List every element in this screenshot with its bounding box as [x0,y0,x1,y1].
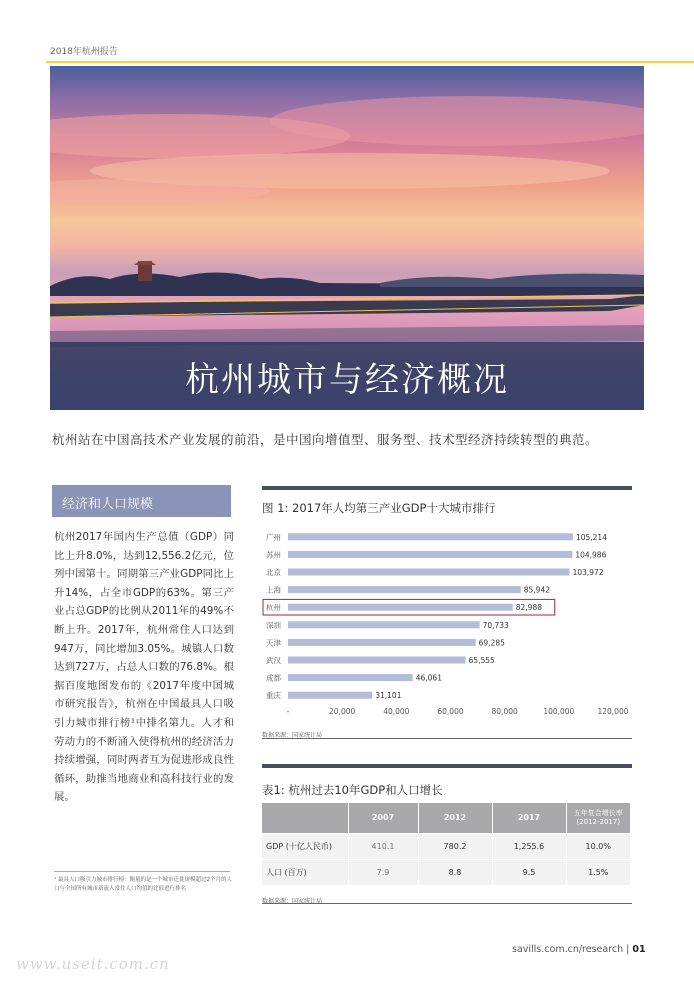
bar-chart [262,522,632,722]
watermark: www.useit.com.cn [16,955,170,973]
table-header-cell: 五年复合增长率 (2012-2017) [566,803,631,833]
footnote-rule [54,871,230,872]
category-label: 重庆 [266,691,281,701]
gdp-table [262,803,631,885]
data-label: 85,942 [523,585,551,595]
table-cell: 10.0% [566,833,631,859]
table-cell: 410.1 [348,833,418,859]
category-label: 天津 [266,638,281,648]
figure-source: 数据来源：国家统计局 [262,732,323,739]
bar [288,621,480,628]
category-label: 杭州 [266,603,281,613]
footer-url: savills.com.cn/research [512,944,624,955]
table-cell: 1,255.6 [492,833,566,859]
table-header-cell: 2017 [492,803,566,833]
table-cell: 9.5 [492,859,566,885]
category-label: 深圳 [266,620,281,630]
table-cell: 1.5% [566,859,631,885]
page-number: 01 [632,944,646,955]
table-cell: 7.9 [348,859,418,885]
table-header-row [262,803,631,833]
category-label: 武汉 [266,656,281,665]
x-tick-label: - [286,707,290,716]
category-label: 苏州 [266,550,281,560]
table-top-rule [262,764,632,768]
data-label: 103,972 [572,568,604,577]
data-label: 46,061 [415,673,442,683]
x-tick-label: 20,000 [329,707,356,716]
table-cell: 780.2 [418,833,492,859]
bar [288,639,476,646]
data-label: 82,988 [515,603,543,613]
page-title: 杭州城市与经济概况 [185,360,509,400]
figure-title: 图 1: 2017年人均第三产业GDP十大城市排行 [262,501,496,515]
category-label: 上海 [266,585,281,595]
bar [288,692,372,699]
data-label: 104,986 [575,550,607,560]
data-label: 105,214 [575,532,607,542]
category-label: 广州 [266,532,281,542]
data-label: 69,285 [478,638,505,648]
header-label: 2018年杭州报告 [50,47,118,57]
data-label: 65,555 [468,656,495,665]
hero-image [50,66,644,410]
bar [288,533,573,540]
section-body: 杭州2017年国内生产总值（GDP）同比上升8.0%，达到12,556.2亿元，位列中国第十。同期第三产业GDP同比上升14%，占全市GDP的63%。第三产业占总GDP的比例从2011年的49%不断上升。2017年，杭州常住人口达到947万，同比增加3.05%。城镇人口数达到727万，占总人口数的76.8%。根据百度地图发布的《2017年度中国城市研究报告》，杭州在中国最具人口吸引力城市排行榜¹中排名第九。人才和劳动力的不断涌入使得杭州的经济活力持续增强，同时两者互为促进形成良性循环，助推当地商业和高科技行业的发展。 [54,531,234,804]
category-label: 成都 [266,673,281,683]
x-tick-label: 100,000 [543,707,575,716]
bar [288,569,570,576]
table-cell: 人口 (百万) [262,859,348,885]
bar [288,604,513,611]
table-header-cell [262,803,348,833]
footer: savills.com.cn/research | 01 [512,944,646,955]
table-title: 表1: 杭州过去10年GDP和人口增长 [262,783,443,797]
bar [288,586,521,593]
section-heading: 经济和人口规模 [52,485,231,517]
table-header-cell: 2012 [418,803,492,833]
data-label: 31,101 [375,691,402,701]
table-row [262,833,631,859]
intro-text: 杭州站在中国高技术产业发展的前沿，是中国向增值型、服务型、技术型经济持续转型的典范。 [52,432,599,447]
x-tick-label: 120,000 [597,707,629,716]
table-row [262,859,631,885]
x-tick-label: 60,000 [437,707,464,716]
hero-clouds [50,96,644,216]
category-label: 北京 [266,568,281,577]
figure-top-rule [262,486,632,490]
bar [288,657,466,664]
bar [288,674,413,681]
table-header-cell: 2007 [348,803,418,833]
footnote: ¹ 最具人口吸引力城市排行榜：衡量的是一个城市迁徙规模超过2个月的人口与全国所有城市新流入常住人口均值的比值进行排名 [54,877,232,892]
hero-bridge [50,281,644,351]
table-cell: GDP (十亿人民币) [262,833,348,859]
data-label: 70,733 [482,620,509,630]
table-source: 数据来源：国家统计局 [262,898,323,905]
header-rule [46,61,694,63]
x-tick-label: 80,000 [491,707,518,716]
table-cell: 8.8 [418,859,492,885]
bar [288,551,572,558]
x-tick-label: 40,000 [383,707,410,716]
